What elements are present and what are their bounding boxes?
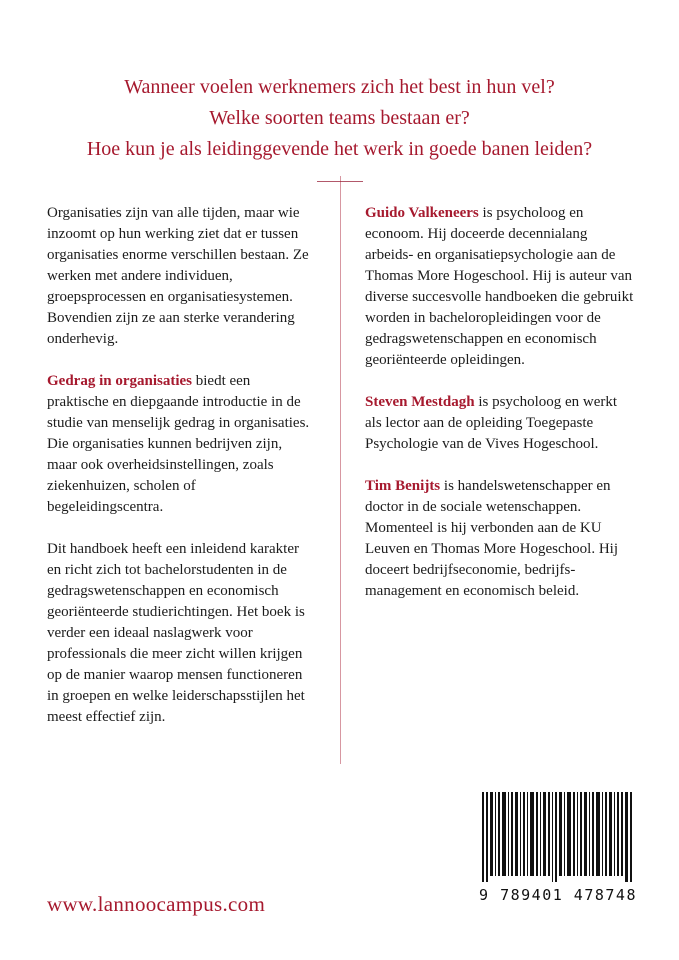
author-bio-text: is handelswetenschapper en doctor in de sociale wetenschappen. Momenteel is hij verbonden aan de KU Leuven en Thomas More Hogeschool. Hij doceert bedrijfseconomie, bedrijfs-management en economisch beleid. bbox=[365, 478, 619, 599]
author-name: Guido Valkeneers bbox=[365, 205, 479, 221]
paragraph-text: biedt een praktische en diepgaande introductie in de studie van menselijk gedrag in organisaties. Die organisaties kunnen bedrijven zijn, maar ook overheidsinstellingen, zoals ziekenhuizen, scholen of begeleidingscentra. bbox=[47, 373, 310, 515]
author-name: Steven Mestdagh bbox=[365, 394, 475, 410]
paragraph bbox=[47, 203, 315, 350]
publisher-website-text: www.lannoocampus.com bbox=[47, 892, 266, 916]
author-paragraph bbox=[365, 392, 637, 455]
author-paragraph bbox=[365, 203, 637, 371]
header-questions bbox=[0, 72, 679, 165]
author-bio-text: is psycholoog en werkt als lector aan de opleiding Toegepaste Psychologie van de Vives Hogeschool. bbox=[365, 394, 618, 452]
header-question-line: Hoe kun je als leidinggevende het werk in goede banen leiden? bbox=[86, 138, 593, 160]
author-paragraph bbox=[365, 476, 637, 602]
vertical-column-divider bbox=[340, 176, 341, 764]
barcode-bars-graphic bbox=[482, 792, 634, 882]
left-text-column bbox=[47, 203, 315, 749]
isbn-barcode bbox=[476, 792, 640, 920]
author-name: Tim Benijts bbox=[365, 478, 441, 494]
isbn-number: 9 789401 478748 bbox=[479, 886, 637, 904]
paragraph-text: Organisaties zijn van alle tijden, maar wie inzoomt op hun werking ziet dat er tussen organisaties enorme verschillen bestaan. Ze werken met andere individuen, groepsprocessen en organisatiesystemen. Bovendien zijn ze aan sterke verandering onderhevig. bbox=[47, 205, 309, 347]
author-bio-text: is psycholoog en econoom. Hij doceerde decennialang arbeids- en organisatiepsychologie aan de Thomas More Hogeschool. Hij is auteur van diverse succesvolle handboeken die gebruikt worden in bacheloropleidingen voor de gedragswetenschappen en economisch georiënteerde opleidingen. bbox=[365, 205, 634, 368]
paragraph-lead: Gedrag in organisaties bbox=[47, 373, 192, 389]
header-question-line: Welke soorten teams bestaan er? bbox=[209, 107, 470, 129]
header-question-line: Wanneer voelen werknemers zich het best in hun vel? bbox=[124, 76, 555, 98]
right-text-column bbox=[365, 203, 637, 623]
paragraph bbox=[47, 539, 315, 728]
paragraph-text: Dit handboek heeft een inleidend karakter en richt zich tot bachelorstudenten in de gedragswetenschappen en economisch georiënteerde studierichtingen. Het boek is verder een ideaal naslagwerk voor professionals die meer zicht willen krijgen op de manier waarop mensen functioneren in groepen en welke leiderschapsstijlen het meest effectief zijn. bbox=[47, 541, 305, 725]
paragraph bbox=[47, 371, 315, 518]
